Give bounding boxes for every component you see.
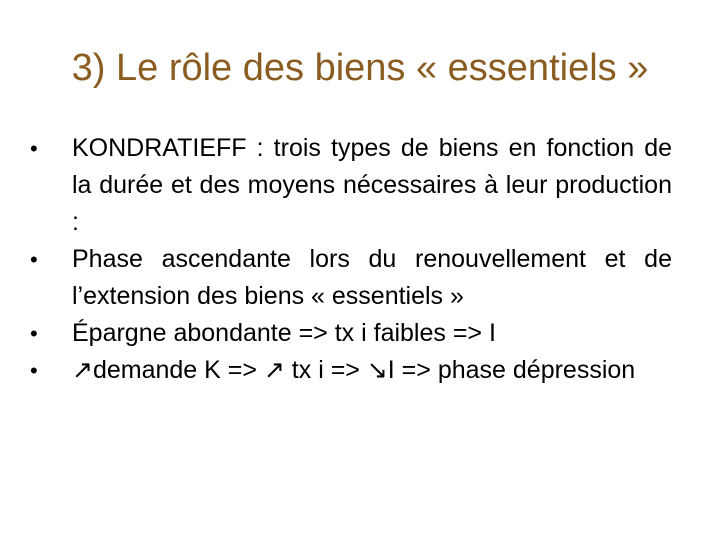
bullet-list bbox=[30, 130, 672, 389]
bullet-item bbox=[30, 352, 672, 389]
bullet-icon: • bbox=[30, 358, 38, 383]
bullet-text: ↗demande K => ↗ tx i => ↘I => phase dépression bbox=[72, 356, 636, 384]
bullet-icon: • bbox=[30, 136, 38, 161]
bullet-item bbox=[30, 241, 672, 315]
bullet-item bbox=[30, 315, 672, 352]
bullet-text: Épargne abondante => tx i faibles => I bbox=[72, 319, 496, 347]
slide-title: 3) Le rôle des biens « essentiels » bbox=[71, 47, 649, 89]
bullet-item bbox=[30, 130, 672, 241]
bullet-text: Phase ascendante lors du renouvellement et de l’extension des biens « essentiels » bbox=[72, 245, 672, 310]
bullet-icon: • bbox=[30, 321, 38, 346]
bullet-text: KONDRATIEFF : trois types de biens en fonction de la durée et des moyens nécessaires à leur production : bbox=[72, 134, 672, 236]
bullet-icon: • bbox=[30, 247, 38, 272]
